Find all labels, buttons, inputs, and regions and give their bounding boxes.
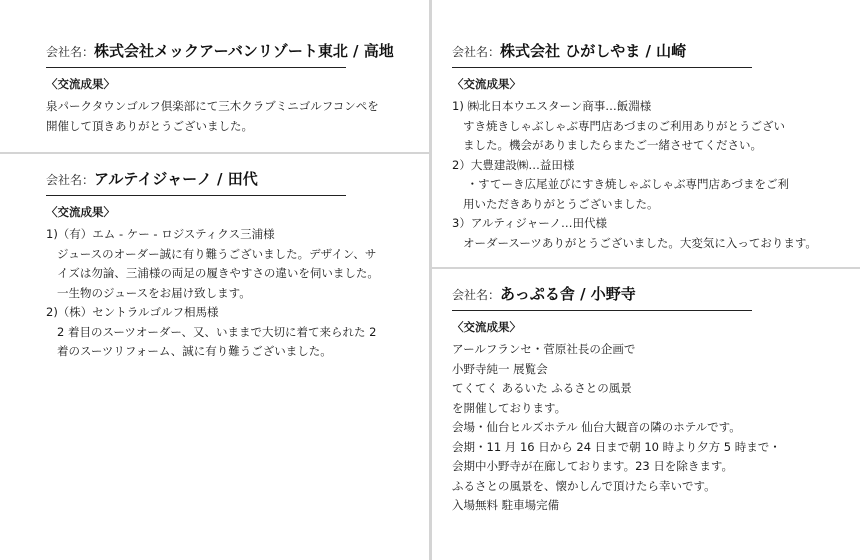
company-label: 会社名： — [452, 45, 501, 59]
body-line: てくてく あるいた ふるさとの風景 — [452, 381, 632, 395]
body-line: 開催して頂きありがとうございました。 — [46, 118, 253, 133]
section-title: 〈交流成果〉 — [46, 205, 115, 219]
company-label: 会社名： — [452, 288, 501, 302]
company-block-mec-urban — [46, 40, 394, 136]
right-section-divider — [432, 267, 860, 269]
body-line: 小野寺純一 展覧会 — [452, 361, 548, 376]
company-label: 会社名： — [46, 45, 95, 59]
body-line: ジュースのオーダー誠に有り難うございました。デザイン、サ — [46, 246, 377, 261]
body-line: 会場・仙台ヒルズホテル 仙台大観音の隣のホテルです。 — [452, 420, 741, 434]
body-line: 1)（有）エム - ケー - ロジスティクス三浦様 — [46, 227, 275, 241]
company-label: 会社名： — [46, 173, 95, 187]
block-body — [452, 97, 817, 253]
body-line: 入場無料 駐車場完備 — [452, 498, 560, 512]
body-line: を開催しております。 — [452, 400, 567, 415]
company-header — [452, 283, 752, 311]
body-line: ました。機会がありましたらまたご一緒させてください。 — [452, 138, 762, 152]
body-line: 会期中小野寺が在廊しております。23 日を除きます。 — [452, 459, 733, 473]
body-line: 2)（株）セントラルゴルフ相馬様 — [46, 305, 219, 319]
left-section-divider — [0, 152, 429, 154]
company-header — [452, 40, 752, 68]
body-line: アールフランセ・菅原社長の企画で — [452, 342, 636, 356]
body-line: 2）大豊建設㈱…益田様 — [452, 157, 575, 172]
body-line: 一生物のジュースをお届け致します。 — [46, 285, 251, 300]
body-line: 1) ㈱北日本ウエスターン商事…飯淵様 — [452, 99, 652, 113]
body-line: 着のスーツリフォーム、誠に有り難うございました。 — [46, 344, 332, 358]
company-name: 株式会社メックアーバンリゾート東北 / 高地 — [94, 42, 394, 60]
body-line: 用いただきありがとうございました。 — [452, 196, 659, 211]
company-block-applesha — [452, 283, 781, 516]
body-line: オーダースーツありがとうございました。大変気に入っております。 — [452, 235, 817, 250]
company-name: アルテイジャーノ / 田代 — [94, 170, 258, 188]
company-header — [46, 40, 394, 68]
body-line: イズは勿論、三浦様の両足の履きやすさの違いを伺いました。 — [46, 266, 379, 280]
body-line: ・すてーき広尾並びにすき焼しゃぶしゃぶ専門店あづまをご利 — [452, 177, 789, 191]
section-title: 〈交流成果〉 — [452, 320, 521, 334]
company-block-higashiyama — [452, 40, 817, 253]
company-header — [46, 168, 346, 196]
block-body — [46, 225, 379, 362]
body-line: 2 着目のスーツオーダー、又、いままで大切に着て来られた 2 — [46, 324, 377, 339]
company-block-artigiano — [46, 168, 379, 362]
body-line: ふるさとの風景を、懐かしんで頂けたら幸いです。 — [452, 478, 716, 493]
block-body — [46, 97, 379, 136]
body-line: すき焼きしゃぶしゃぶ専門店あづまのご利用ありがとうござい — [452, 118, 785, 133]
company-name: 株式会社 ひがしやま / 山崎 — [500, 42, 687, 60]
section-title: 〈交流成果〉 — [452, 77, 521, 91]
body-line: 泉パークタウンゴルフ倶楽部にて三木クラブミニゴルフコンペを — [46, 99, 379, 113]
body-line: 3）アルティジャーノ…田代様 — [452, 216, 607, 230]
company-name: あっぷる舎 / 小野寺 — [500, 285, 636, 303]
body-line: 会期・11 月 16 日から 24 日まで朝 10 時より夕方 5 時まで・ — [452, 439, 781, 454]
block-body — [452, 340, 781, 516]
column-divider — [429, 0, 432, 560]
section-title: 〈交流成果〉 — [46, 77, 115, 91]
